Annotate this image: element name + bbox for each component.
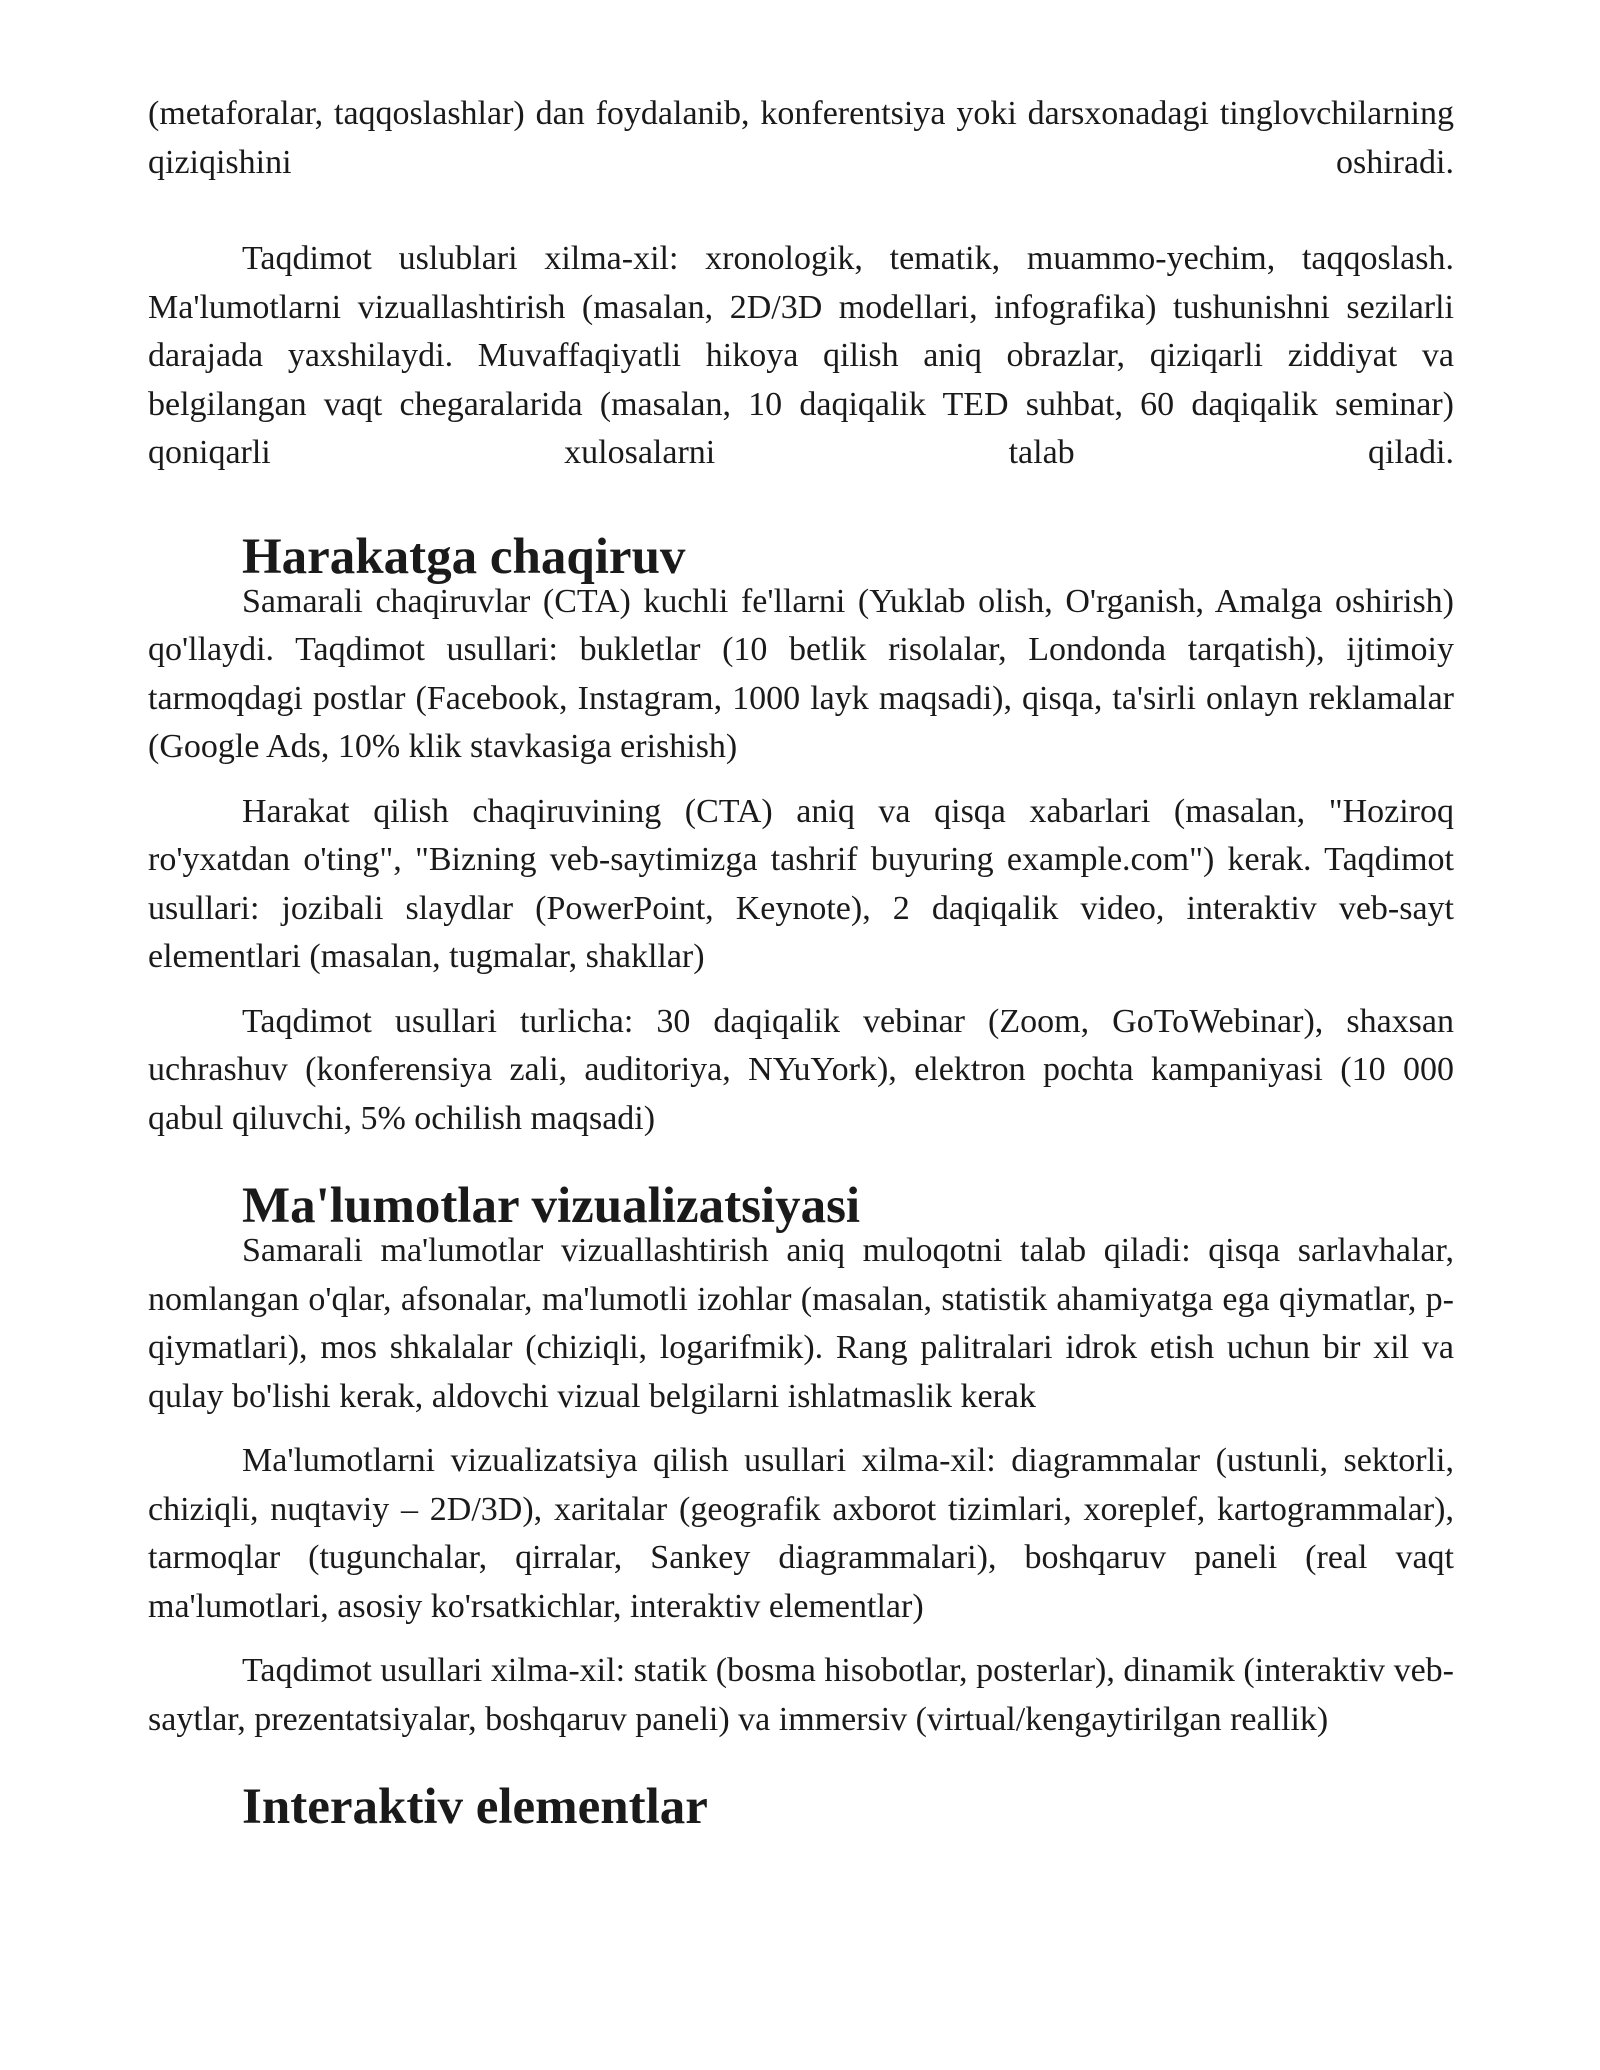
document-page [148, 90, 1454, 1835]
section-heading-interactive-elements: Interaktiv elementlar [242, 1779, 708, 1835]
section-heading-data-visualization: Ma'lumotlar vizualizatsiyasi [242, 1178, 861, 1234]
paragraph-dataviz-methods: Ma'lumotlarni vizualizatsiya qilish usullari xilma-xil: diagrammalar (ustunli, sektorli, chiziqli, nuqtaviy – 2D/3D), xaritalar (geografik axborot tizimlari, xoreplef, kartogrammalar), tarmoqlar (tugunchalar, qirralar, Sankey diagrammalari), boshqaruv paneli (real vaqt ma'lumotlari, asosiy ko'rsatkichlar, interaktiv elementlar) [148, 1442, 1454, 1625]
paragraph-cta-messages: Harakat qilish chaqiruvining (CTA) aniq va qisqa xabarlari (masalan, "Hoziroq ro'yxatdan o'ting", "Bizning veb-saytimizga tashrif buyuring example.com") kerak. Taqdimot usullari: jozibali slaydlar (PowerPoint, Keynote), 2 daqiqalik video, interaktiv veb-sayt elementlari (masalan, tugmalar, shakllar) [148, 792, 1454, 975]
paragraph-dataviz-delivery: Taqdimot usullari xilma-xil: statik (bosma hisobotlar, posterlar), dinamik (interaktiv veb-saytlar, prezentatsiyalar, boshqaruv paneli) va immersiv (virtual/kengaytirilgan reallik) [148, 1652, 1454, 1738]
paragraph-presentation-styles: Taqdimot uslublari xilma-xil: xronologik, tematik, muammo-yechim, taqqoslash. Ma'lumotlarni vizuallashtirish (masalan, 2D/3D modellari, infografika) tushunishni sezilarli darajada yaxshilaydi. Muvaffaqiyatli hikoya qilish aniq obrazlar, qiziqarli ziddiyat va belgilangan vaqt chegaralarida (masalan, 10 daqiqalik TED suhbat, 60 daqiqalik seminar) qoniqarli xulosalarni talab qiladi. [148, 240, 1454, 471]
paragraph-dataviz-effective: Samarali ma'lumotlar vizuallashtirish aniq muloqotni talab qiladi: qisqa sarlavhalar, nomlangan o'qlar, afsonalar, ma'lumotli izohlar (masalan, statistik ahamiyatga ega qiymatlar, p-qiymatlari), mos shkalalar (chiziqli, logarifmik). Rang palitralari idrok etish uchun bir xil va qulay bo'lishi kerak, aldovchi vizual belgilarni ishlatmaslik kerak [148, 1232, 1454, 1415]
paragraph-intro-continuation: (metaforalar, taqqoslashlar) dan foydalanib, konferentsiya yoki darsxonadagi tinglovchilarning qiziqishini oshiradi. [148, 95, 1454, 181]
paragraph-cta-effective: Samarali chaqiruvlar (CTA) kuchli fe'llarni (Yuklab olish, O'rganish, Amalga oshirish) qo'llaydi. Taqdimot usullari: bukletlar (10 betlik risolalar, Londonda tarqatish), ijtimoiy tarmoqdagi postlar (Facebook, Instagram, 1000 layk maqsadi), qisqa, ta'sirli onlayn reklamalar (Google Ads, 10% klik stavkasiga erishish) [148, 582, 1454, 765]
paragraph-cta-delivery: Taqdimot usullari turlicha: 30 daqiqalik vebinar (Zoom, GoToWebinar), shaxsan uchrashuv (konferensiya zali, auditoriya, NYuYork), elektron pochta kampaniyasi (10 000 qabul qiluvchi, 5% ochilish maqsadi) [148, 1002, 1454, 1137]
section-heading-call-to-action: Harakatga chaqiruv [242, 528, 686, 585]
